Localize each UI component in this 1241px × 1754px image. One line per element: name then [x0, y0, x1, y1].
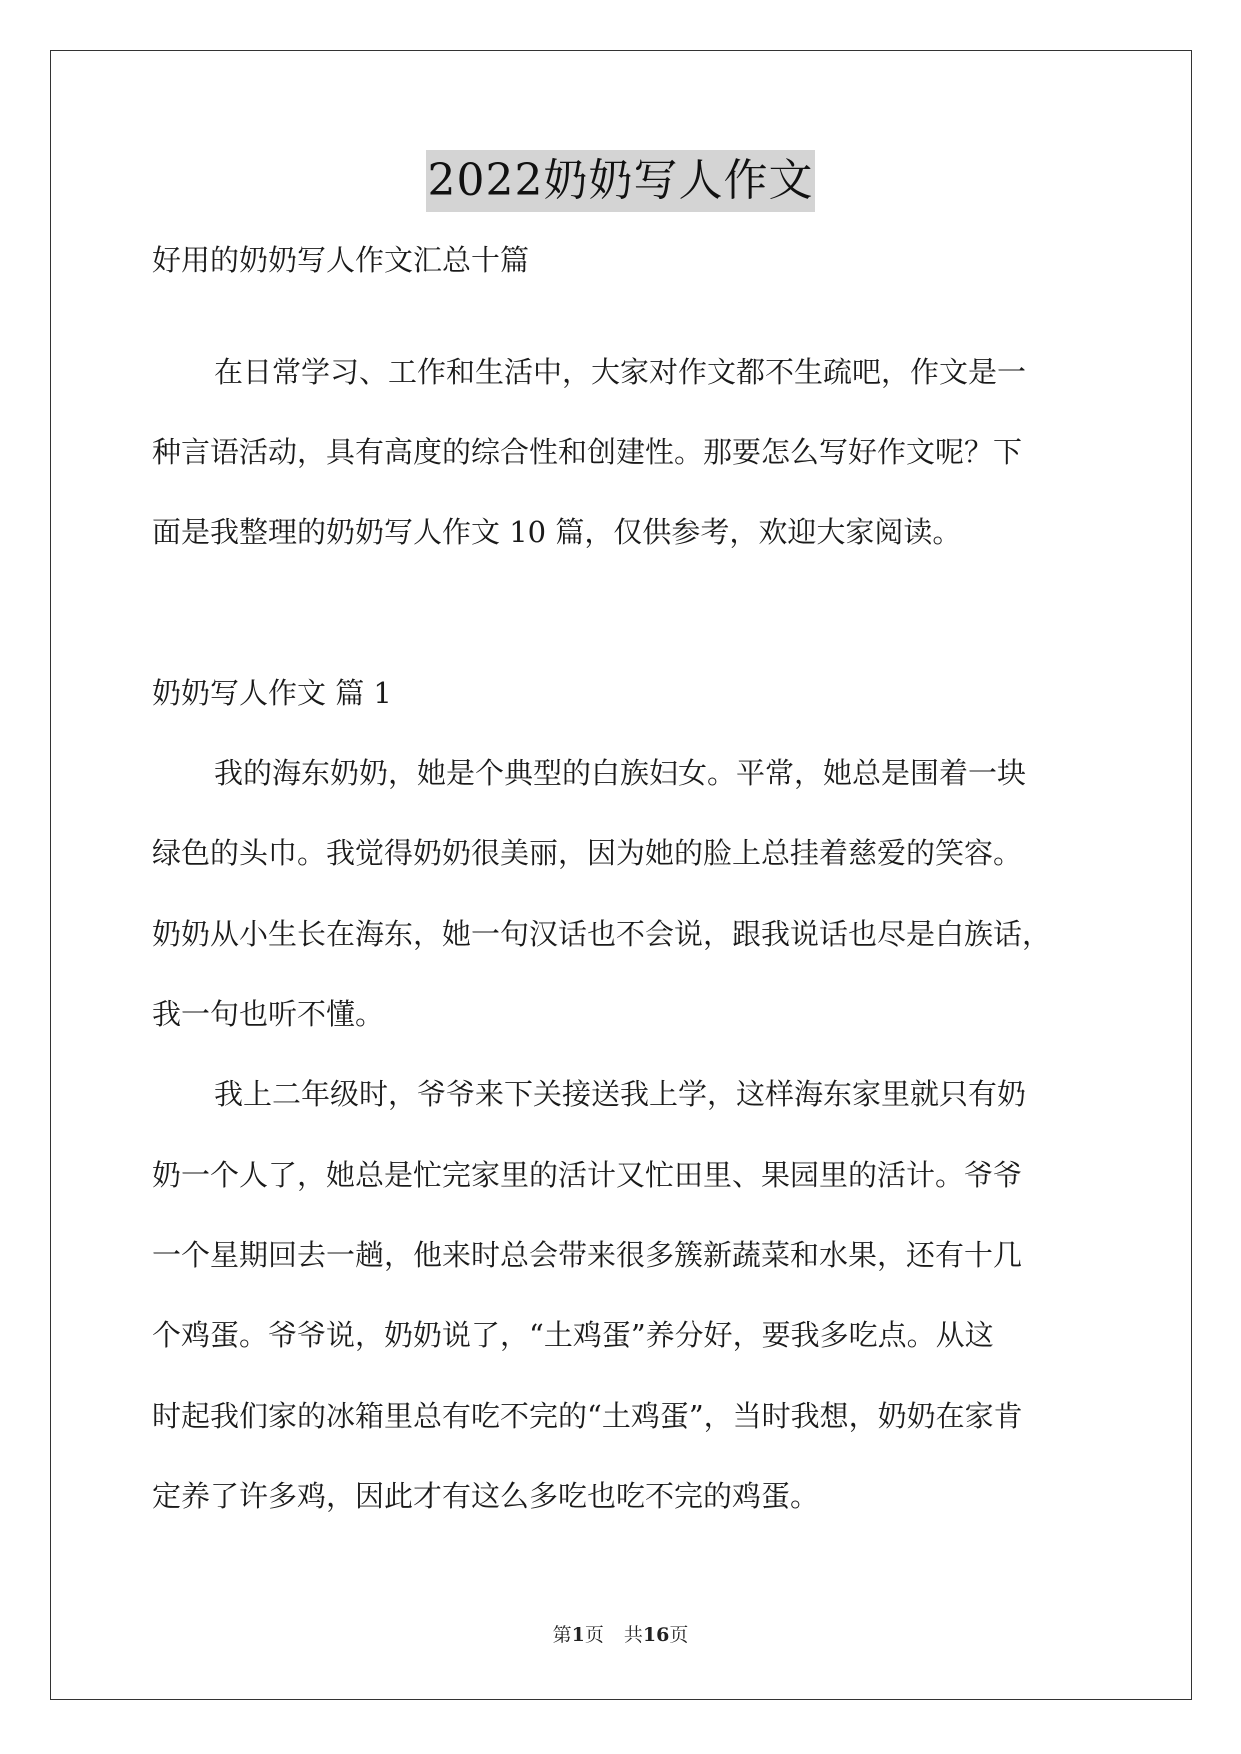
- paragraph-line: 奶奶从小生长在海东，她一句汉话也不会说，跟我说话也尽是白族话，: [152, 917, 1052, 951]
- document-subtitle: 好用的奶奶写人作文汇总十篇: [152, 243, 530, 277]
- paragraph-line: 个鸡蛋。爷爷说，奶奶说了，“土鸡蛋”养分好，要我多吃点。从这: [152, 1318, 994, 1352]
- paragraph-line: 奶一个人了，她总是忙完家里的活计又忙田里、果园里的活计。爷爷: [152, 1158, 1023, 1192]
- paragraph-line: 我一句也听不懂。: [152, 997, 385, 1031]
- intro-line: 种言语活动，具有高度的综合性和创建性。那要怎么写好作文呢？下: [152, 435, 1023, 469]
- document-title: 2022奶奶写人作文: [426, 150, 816, 212]
- paragraph-line: 定养了许多鸡，因此才有这么多吃也吃不完的鸡蛋。: [152, 1479, 820, 1513]
- paragraph-line: 时起我们家的冰箱里总有吃不完的“土鸡蛋”，当时我想，奶奶在家肯: [152, 1399, 1023, 1433]
- paragraph-line: 一个星期回去一趟，他来时总会带来很多簇新蔬菜和水果，还有十几: [152, 1238, 1023, 1272]
- title-container: [0, 150, 1241, 212]
- total-page-count: 16: [642, 1624, 670, 1646]
- page-prefix: 第: [552, 1624, 572, 1646]
- total-prefix: 共: [623, 1624, 643, 1646]
- section-heading: 奶奶写人作文 篇 1: [152, 676, 392, 710]
- intro-line: 在日常学习、工作和生活中，大家对作文都不生疏吧，作文是一: [214, 355, 1027, 389]
- intro-line: 面是我整理的奶奶写人作文 10 篇，仅供参考，欢迎大家阅读。: [152, 515, 962, 549]
- page-footer: [0, 1623, 1241, 1647]
- paragraph-line: 我的海东奶奶，她是个典型的白族妇女。平常，她总是围着一块: [214, 756, 1027, 790]
- page-suffix: 页: [584, 1624, 604, 1646]
- total-suffix: 页: [669, 1624, 689, 1646]
- paragraph-line: 绿色的头巾。我觉得奶奶很美丽，因为她的脸上总挂着慈爱的笑容。: [152, 836, 1023, 870]
- current-page-number: 1: [571, 1624, 585, 1646]
- page-border: [50, 50, 1192, 1700]
- paragraph-line: 我上二年级时，爷爷来下关接送我上学，这样海东家里就只有奶: [214, 1077, 1027, 1111]
